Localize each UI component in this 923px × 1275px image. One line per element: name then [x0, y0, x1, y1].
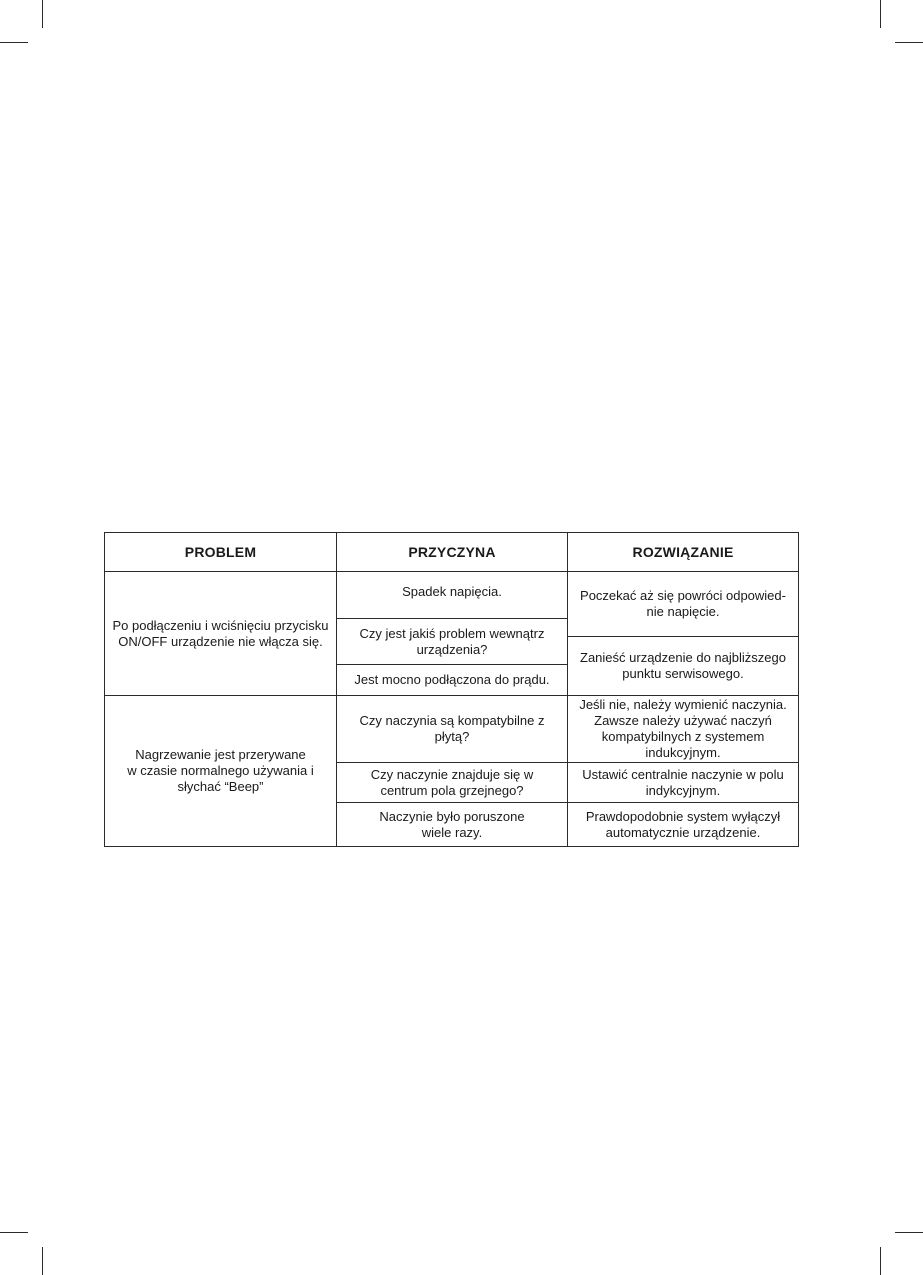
header-cause: PRZYCZYNA	[336, 533, 567, 571]
solution-cell: Poczekać aż się powróci odpowied- nie napięcie.	[567, 571, 798, 636]
solution-cell: Prawdopodobnie system wyłączył automatycznie urządzenie.	[567, 802, 798, 846]
cause-cell: Naczynie było poruszone wiele razy.	[336, 802, 567, 846]
crop-mark	[895, 1232, 923, 1233]
crop-mark	[0, 42, 28, 43]
solution-cell: Ustawić centralnie naczynie w polu indykcyjnym.	[567, 762, 798, 802]
troubleshooting-table	[104, 532, 799, 847]
cause-cell: Czy jest jakiś problem wewnątrz urządzenia?	[336, 618, 567, 664]
cause-cell: Jest mocno podłączona do prądu.	[336, 664, 567, 695]
crop-mark	[42, 1247, 43, 1275]
header-solution: ROZWIĄZANIE	[567, 533, 798, 571]
crop-mark	[880, 0, 881, 28]
crop-mark	[895, 42, 923, 43]
crop-mark	[0, 1232, 28, 1233]
problem-cell: Nagrzewanie jest przerywane w czasie normalnego używania i słychać “Beep”	[105, 695, 336, 846]
header-problem: PROBLEM	[184, 544, 257, 560]
problem-cell: Po podłączeniu i wciśnięciu przycisku ON/OFF urządzenie nie włącza się.	[105, 571, 336, 695]
solution-cell: Zanieść urządzenie do najbliższego punktu serwisowego.	[567, 636, 798, 695]
crop-mark	[42, 0, 43, 28]
cause-cell: Czy naczynia są kompatybilne z płytą?	[336, 695, 567, 762]
solution-cell: Jeśli nie, należy wymienić naczynia. Zawsze należy używać naczyń kompatybilnych z systemem indukcyjnym.	[567, 695, 798, 762]
crop-mark	[880, 1247, 881, 1275]
cause-cell: Czy naczynie znajduje się w centrum pola grzejnego?	[336, 762, 567, 802]
cause-cell: Spadek napięcia.	[336, 571, 567, 618]
